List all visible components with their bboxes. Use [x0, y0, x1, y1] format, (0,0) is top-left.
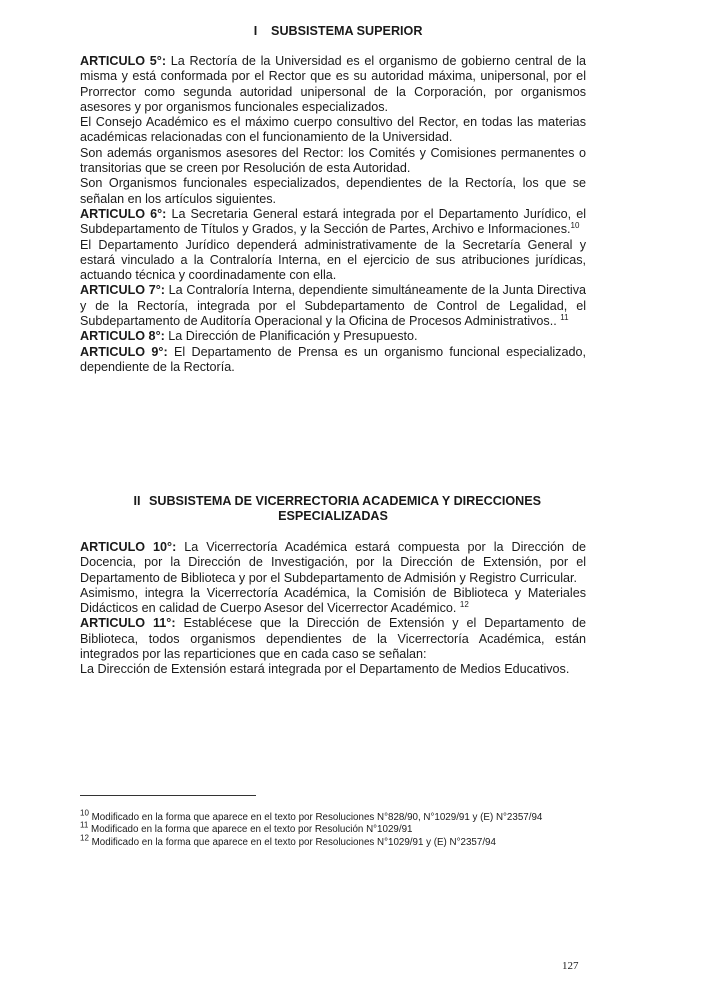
- section-numeral: I: [253, 24, 258, 38]
- footnote-divider: [80, 795, 256, 796]
- paragraph-text: Son además organismos asesores del Rector: los Comités y Comisiones permanentes o transitorias que se creen por Resolución de esta Autoridad.: [80, 145, 586, 176]
- paragraph-text: La Vicerrectoría Académica estará compuesta por la Dirección de Docencia, por la Dirección de Investigación, por la Dirección de Extensión, por el Departamento de Biblioteca y por el Subdepartamento de Admisión y Registro Curricular.: [80, 540, 586, 585]
- paragraph-consejo-academico: [80, 115, 586, 146]
- paragraph-organismos-asesores: [80, 146, 586, 177]
- section-title-line: [80, 494, 586, 509]
- paragraph-text: El Consejo Académico es el máximo cuerpo consultivo del Rector, en todas las materias académicas relacionadas con el funcionamiento de la Universidad.: [80, 115, 586, 145]
- paragraph-text: La Dirección de Extensión estará integrada por el Departamento de Medios Educativos.: [80, 662, 570, 677]
- page-number: 127: [562, 960, 579, 972]
- paragraph-text: Son Organismos funcionales especializados, dependientes de la Rectoría, los que se señalan en los artículos siguientes.: [80, 176, 586, 206]
- paragraph-text: Establécese que la Dirección de Extensión y el Departamento de Biblioteca, todos organismos dependientes de la Vicerrectoría Académica, están integrados por las reparticiones que en cada caso se señalan:: [80, 616, 586, 662]
- paragraph-text: El Departamento de Prensa es un organismo funcional especializado, dependiente de la Rectoría.: [80, 344, 586, 374]
- paragraph-text: La Secretaria General estará integrada por el Departamento Jurídico, el Subdepartamento de Títulos y Grados, y la Sección de Partes, Archivo e Informaciones.: [80, 206, 586, 237]
- paragraph-articulo-11: [80, 616, 586, 662]
- paragraph-articulo-9: [80, 345, 586, 376]
- section-title-line: ESPECIALIZADAS: [278, 509, 388, 524]
- article-label: ARTICULO 6°:: [80, 206, 167, 221]
- article-label: ARTICULO 10°:: [80, 540, 177, 554]
- footnote-11: [80, 821, 586, 836]
- section-body-superior: [80, 54, 586, 375]
- article-label: ARTICULO 7°:: [80, 283, 165, 298]
- section-body-vicerrectoria: [80, 540, 586, 678]
- paragraph-text: Asimismo, integra la Vicerrectoría Académica, la Comisión de Biblioteca y Materiales Didácticos en calidad de Cuerpo Asesor del Vicerrector Académico.: [80, 585, 586, 616]
- footnote-text: Modificado en la forma que aparece en el texto por Resoluciones N°828/90, N°1029/91 y (E) N°2357/94: [91, 812, 543, 823]
- section-title: SUBSISTEMA DE VICERRECTORIA ACADEMICA Y DIRECCIONES: [148, 494, 542, 508]
- paragraph-departamento-juridico: [80, 238, 586, 284]
- section-title: SUBSISTEMA SUPERIOR: [271, 24, 423, 38]
- footnote-12: [80, 833, 586, 849]
- footnote-ref: 10: [570, 221, 580, 231]
- article-label: ARTICULO 5°:: [80, 54, 167, 68]
- article-label: ARTICULO 11°:: [80, 616, 176, 631]
- section-heading-superior: [80, 24, 586, 39]
- paragraph-articulo-7: [80, 283, 586, 329]
- paragraph-articulo-5: [80, 54, 586, 115]
- paragraph-text: El Departamento Jurídico dependerá administrativamente de la Secretaría General y estará vinculado a la Contraloría Interna, en el ejercicio de sus atribuciones jurídicas, actuando técnica y coordinadamente con ella.: [80, 237, 586, 283]
- footnotes: [80, 808, 586, 849]
- article-label: ARTICULO 8°:: [80, 329, 165, 344]
- paragraph-direccion-extension: [80, 662, 586, 677]
- article-label: ARTICULO 9°:: [80, 344, 168, 359]
- paragraph-asimismo: [80, 586, 586, 617]
- section-heading-vicerrectoria: [80, 494, 586, 525]
- paragraph-articulo-8: [80, 329, 586, 344]
- footnote-number: 10: [80, 808, 89, 818]
- section-numeral: II: [133, 494, 141, 508]
- footnote-text: Modificado en la forma que aparece en el texto por Resoluciones N°1029/91 y (E) N°2357/94: [91, 836, 496, 848]
- paragraph-articulo-6: [80, 207, 586, 238]
- footnote-ref: 11: [560, 312, 569, 322]
- paragraph-articulo-10: [80, 540, 586, 586]
- paragraph-text: La Dirección de Planificación y Presupuesto.: [164, 329, 418, 344]
- paragraph-text: La Rectoría de la Universidad es el organismo de gobierno central de la misma y está conformada por el Rector que es su autoridad máxima, unipersonal, por el Prorrector como segunda autoridad unipersonal de la Corporación, por organismos asesores y por organismos funcionales especializados.: [80, 54, 586, 114]
- footnote-number: 11: [80, 821, 89, 831]
- paragraph-text: La Contraloría Interna, dependiente simultáneamente de la Junta Directiva y de la Rectoría, integrada por el Subdepartamento de Control de Legalidad, el Subdepartamento de Auditoría Operacional y la Oficina de Procesos Administrativos..: [80, 283, 586, 329]
- footnote-ref: 12: [459, 600, 469, 609]
- footnote-text: Modificado en la forma que aparece en el texto por Resolución N°1029/91: [91, 824, 413, 836]
- paragraph-organismos-funcionales: [80, 176, 586, 207]
- footnote-10: [80, 808, 586, 824]
- footnote-number: 12: [80, 833, 89, 843]
